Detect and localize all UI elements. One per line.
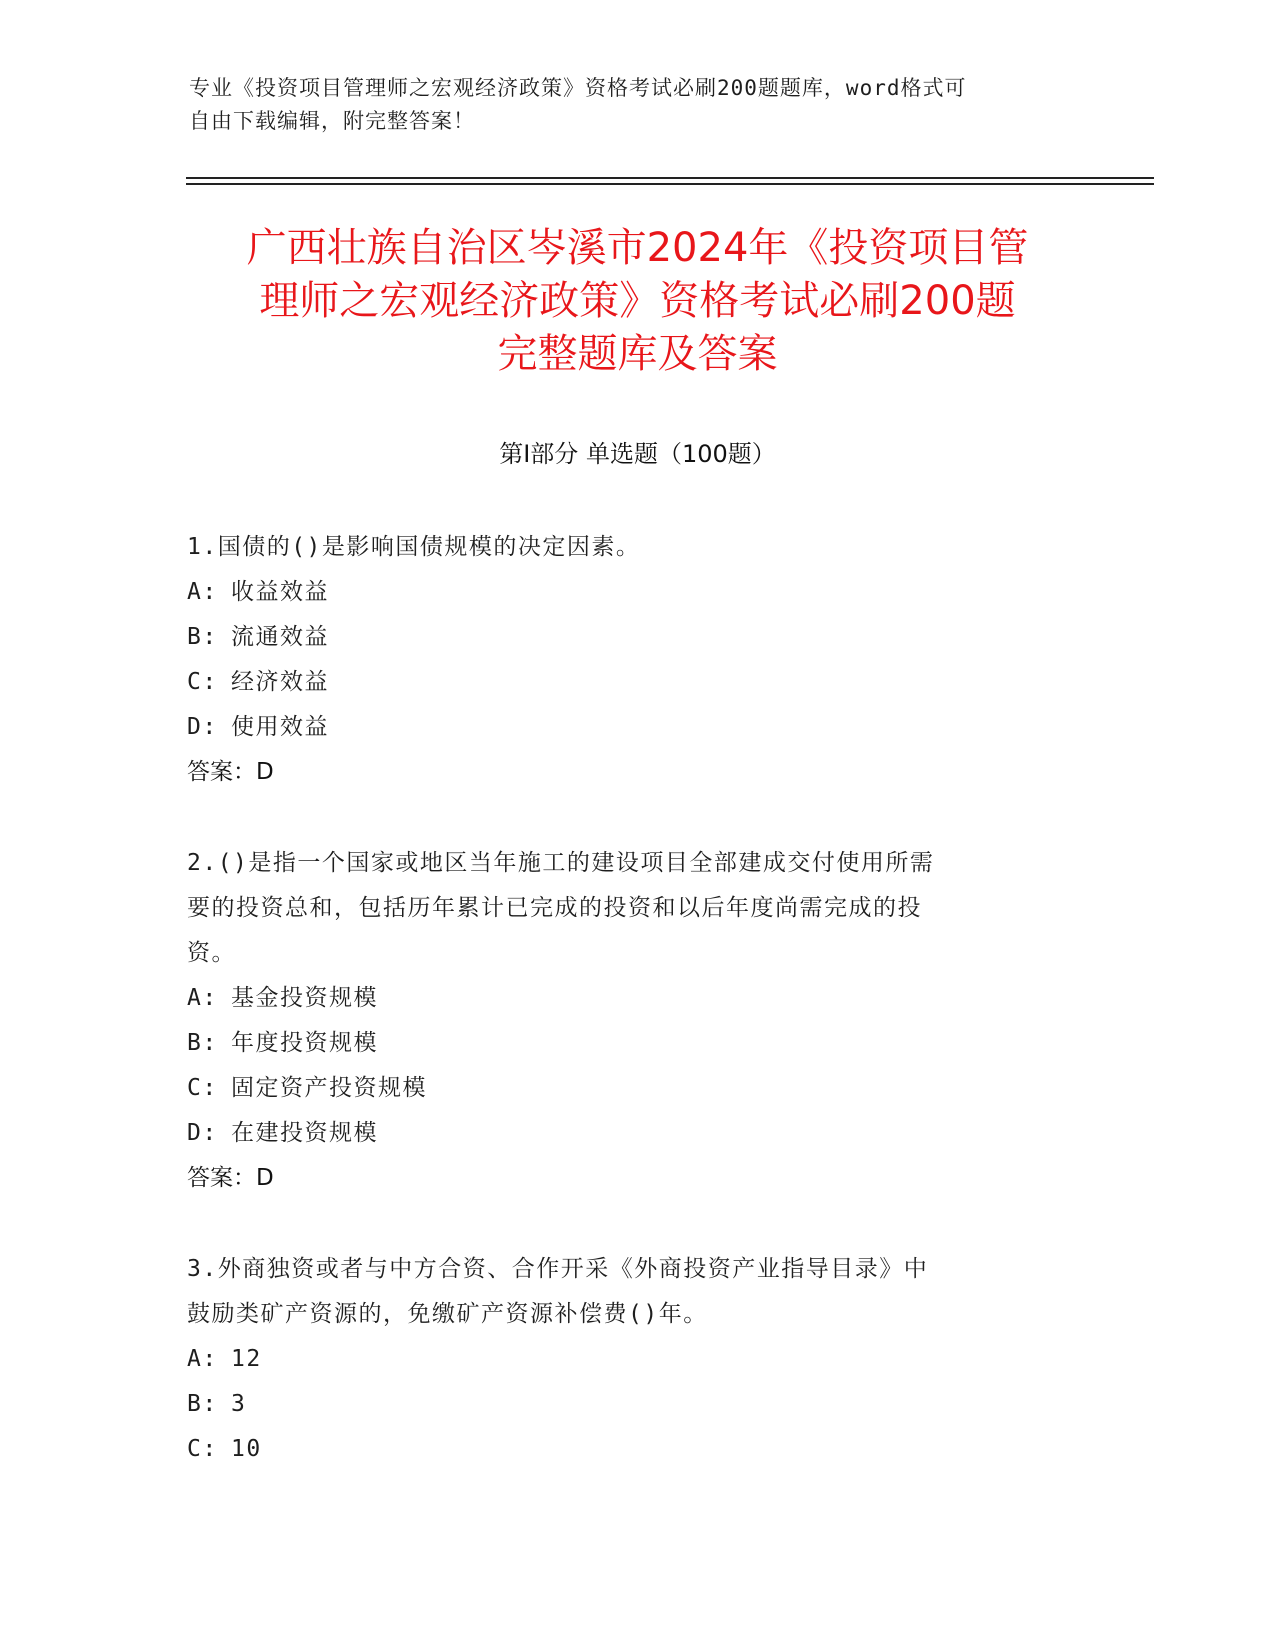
question-stem-line: 要的投资总和，包括历年累计已完成的投资和以后年度尚需完成的投 — [187, 895, 922, 921]
option-text: 固定资产投资规模 — [231, 1075, 427, 1101]
header-note — [189, 72, 1069, 138]
option-b — [187, 1021, 1067, 1066]
question-spacer — [187, 795, 1067, 841]
option-text: 3 — [231, 1391, 247, 1417]
option-text: 基金投资规模 — [231, 985, 378, 1011]
option-a — [187, 1337, 1067, 1382]
question-2 — [187, 841, 1067, 1201]
option-c — [187, 1066, 1067, 1111]
header-note-line-1: 专业《投资项目管理师之宏观经济政策》资格考试必刷200题题库，word格式可 — [189, 76, 967, 100]
option-a — [187, 570, 1067, 615]
option-text: 收益效益 — [231, 579, 329, 605]
option-c — [187, 660, 1067, 705]
option-key: C: — [187, 1436, 218, 1462]
option-text: 使用效益 — [231, 714, 329, 740]
option-text: 12 — [231, 1346, 262, 1372]
option-key: C: — [187, 1075, 218, 1101]
option-b — [187, 1382, 1067, 1427]
option-text: 流通效益 — [231, 624, 329, 650]
question-stem-line: 2.()是指一个国家或地区当年施工的建设项目全部建成交付使用所需 — [187, 850, 935, 876]
option-b — [187, 615, 1067, 660]
document-title — [160, 222, 1115, 381]
option-key: B: — [187, 624, 218, 650]
question-stem-line: 资。 — [187, 940, 236, 966]
option-text: 10 — [231, 1436, 262, 1462]
header-divider-bottom — [186, 183, 1154, 185]
question-1 — [187, 525, 1067, 795]
option-key: D: — [187, 714, 218, 740]
document-title-line-2: 理师之宏观经济政策》资格考试必刷200题 — [259, 278, 1016, 324]
option-key: A: — [187, 1346, 218, 1372]
option-d — [187, 705, 1067, 750]
option-text: 在建投资规模 — [231, 1120, 378, 1146]
option-key: D: — [187, 1120, 218, 1146]
option-key: C: — [187, 669, 218, 695]
option-d — [187, 1111, 1067, 1156]
option-key: B: — [187, 1030, 218, 1056]
option-text: 年度投资规模 — [231, 1030, 378, 1056]
question-stem-line: 3.外商独资或者与中方合资、合作开采《外商投资产业指导目录》中 — [187, 1256, 929, 1282]
document-title-line-1: 广西壮族自治区岑溪市2024年《投资项目管 — [246, 225, 1029, 271]
option-a — [187, 976, 1067, 1021]
answer-line: 答案：D — [187, 759, 274, 785]
question-stem-line: 鼓励类矿产资源的，免缴矿产资源补偿费()年。 — [187, 1301, 708, 1327]
question-spacer — [187, 1201, 1067, 1247]
answer-line: 答案：D — [187, 1165, 274, 1191]
document-title-line-3: 完整题库及答案 — [497, 331, 778, 377]
header-note-line-2: 自由下载编辑，附完整答案！ — [189, 109, 475, 133]
question-stem-line: 1.国债的()是影响国债规模的决定因素。 — [187, 534, 641, 560]
question-3 — [187, 1247, 1067, 1472]
option-text: 经济效益 — [231, 669, 329, 695]
option-c — [187, 1427, 1067, 1472]
question-list — [187, 525, 1067, 1472]
option-key: A: — [187, 985, 218, 1011]
section-title: 第Ⅰ部分 单选题（100题） — [499, 440, 776, 468]
header-divider-top — [186, 177, 1154, 179]
option-key: A: — [187, 579, 218, 605]
option-key: B: — [187, 1391, 218, 1417]
